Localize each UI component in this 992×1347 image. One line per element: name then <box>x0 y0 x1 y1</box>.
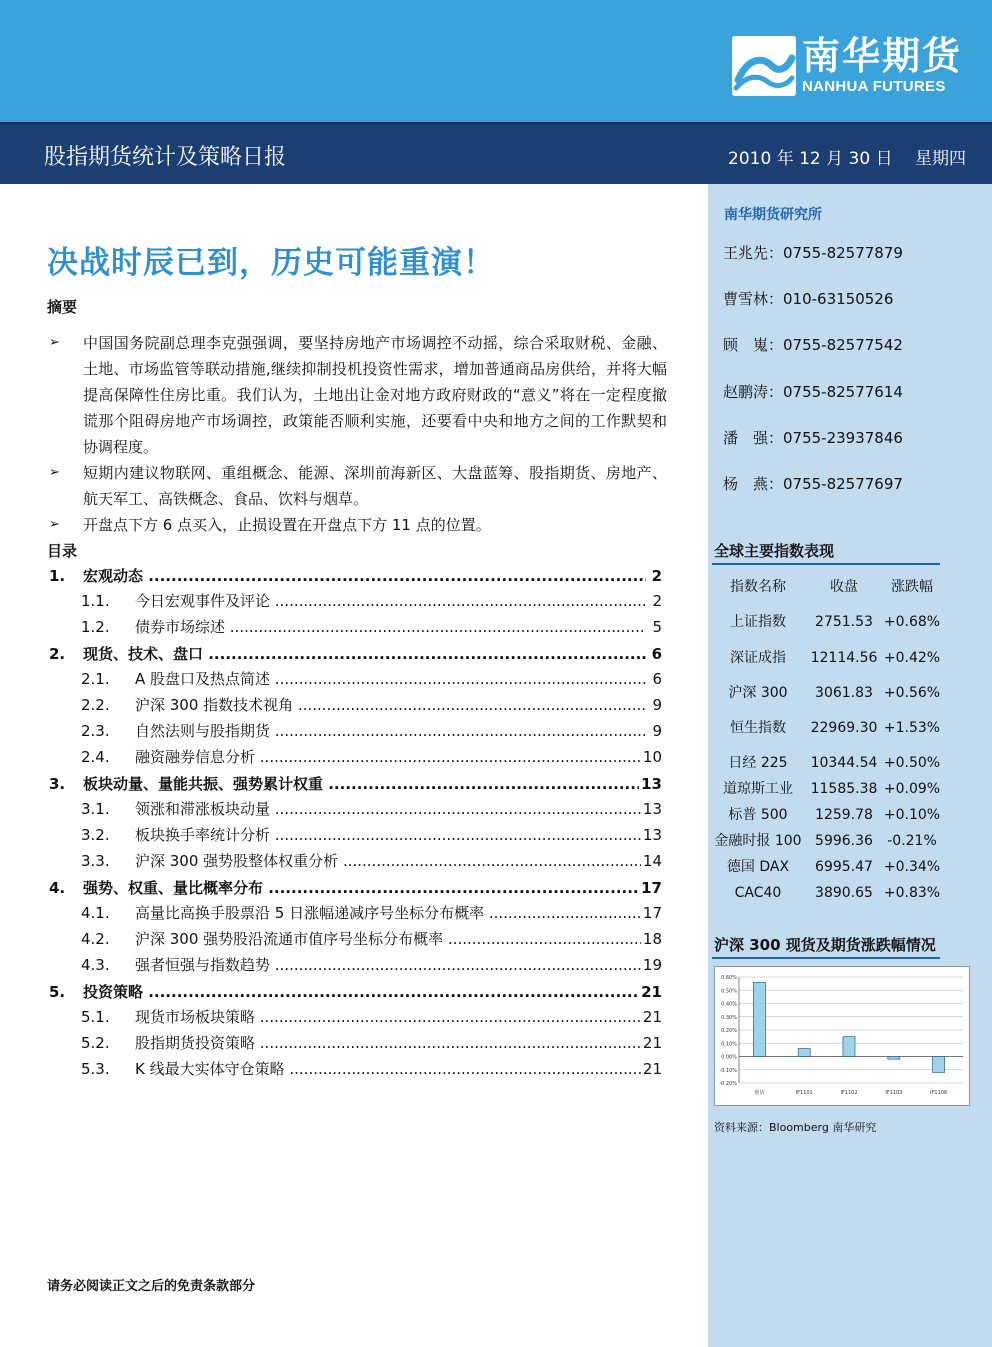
toc-page: 21 <box>642 1034 662 1052</box>
toc-number: 2. <box>49 645 66 663</box>
y-tick-label: -0.20% <box>719 1081 737 1087</box>
toc-entry[interactable] <box>47 877 662 899</box>
index-name: 上证指数 <box>730 614 786 630</box>
toc-title: 领涨和滞涨板块动量 ..... <box>135 798 646 820</box>
data-source: 资料来源：Bloomberg 南华研究 <box>714 1121 877 1134</box>
toc-page: 6 <box>651 645 662 663</box>
toc-number: 4.3. <box>81 956 110 974</box>
x-tick-label: IF1101 <box>795 1090 813 1096</box>
report-title: 股指期货统计及策略日报 <box>44 145 287 170</box>
index-row <box>708 856 958 878</box>
toc-number: 5.1. <box>81 1008 110 1026</box>
sidebar <box>708 184 992 1347</box>
index-close: 10344.54 <box>810 755 878 771</box>
index-close: 6995.47 <box>815 859 873 875</box>
chart-heading-rule <box>712 957 940 959</box>
toc-title: 板块动量、量能共振、强势累计权重 ..... <box>83 773 646 795</box>
toc-title: K 线最大实体守仓策略 ..... <box>135 1058 646 1080</box>
abstract-bullet <box>47 460 667 512</box>
toc-number: 1.1. <box>81 592 110 610</box>
toc-title: 投资策略 ..... <box>83 981 646 1003</box>
x-tick-label: IF1102 <box>840 1090 858 1096</box>
toc-page: 17 <box>641 879 662 897</box>
analyst-contacts <box>723 242 983 519</box>
toc-title: 沪深 300 强势股沿流通市值序号坐标分布概率 ..... <box>135 928 646 950</box>
index-row <box>708 752 958 774</box>
y-tick-label: 0.30% <box>721 1014 737 1021</box>
toc-entry[interactable] <box>47 668 662 690</box>
toc-number: 3.3. <box>81 852 110 870</box>
column-header-close: 收盘 <box>830 579 858 595</box>
toc-entry[interactable] <box>47 798 662 820</box>
column-header-change: 涨跌幅 <box>891 579 933 595</box>
toc-entry[interactable] <box>47 720 662 742</box>
analyst-contact: 顾 嵬：0755-82577542 <box>723 336 903 355</box>
toc-number: 4. <box>49 879 66 897</box>
abstract-bullet <box>47 512 667 538</box>
index-change: +0.42% <box>883 650 941 666</box>
chart-heading: 沪深 300 现货及期货涨跌幅情况 <box>714 936 936 954</box>
index-name: 德国 DAX <box>726 859 790 875</box>
y-tick-label: 0.60% <box>721 975 737 981</box>
index-change: +0.10% <box>883 807 941 823</box>
analyst-contact: 潘 强：0755-23937846 <box>723 428 903 447</box>
toc-number: 3. <box>49 775 66 793</box>
toc-entry[interactable] <box>47 1058 662 1080</box>
toc-page: 5 <box>652 618 662 636</box>
index-row <box>708 647 958 669</box>
toc-title: 自然法则与股指期货 ..... <box>135 720 646 742</box>
y-tick-label: 0.10% <box>721 1041 737 1048</box>
logo-chinese-name: 南华期货 <box>802 34 963 78</box>
toc-entry[interactable] <box>47 643 662 665</box>
toc-number: 1. <box>49 567 66 585</box>
arrow-bullet-icon: ➢ <box>49 517 60 532</box>
toc-page: 2 <box>651 567 662 585</box>
toc-number: 5.3. <box>81 1060 110 1078</box>
toc-page: 19 <box>642 956 662 974</box>
research-institute-title: 南华期货研究所 <box>724 207 822 223</box>
toc-entry[interactable] <box>47 590 662 612</box>
index-change: +0.83% <box>883 885 941 901</box>
logo-emblem-icon <box>732 36 796 96</box>
toc-entry[interactable] <box>47 773 662 795</box>
y-tick-label: 0.00% <box>721 1054 737 1061</box>
index-name: 深证成指 <box>730 650 786 666</box>
toc-number: 2.1. <box>81 670 110 688</box>
report-date: 2010 年 12 月 30 日 星期四 <box>728 149 966 169</box>
x-tick-label: IF1106 <box>930 1090 948 1096</box>
toc-number: 4.2. <box>81 930 110 948</box>
abstract-bullet <box>47 330 667 460</box>
index-name: 标普 500 <box>728 807 788 823</box>
toc-title: 融资融券信息分析 ..... <box>135 746 646 768</box>
toc-title: 现货市场板块策略 ..... <box>135 1006 646 1028</box>
toc-title: 股指期货投资策略 ..... <box>135 1032 646 1054</box>
logo-english-name: NANHUA FUTURES <box>802 78 946 95</box>
index-name: 沪深 300 <box>728 685 788 701</box>
toc-number: 2.3. <box>81 722 110 740</box>
analyst-contact: 杨 燕：0755-82577697 <box>723 474 903 493</box>
index-name: CAC40 <box>734 885 782 901</box>
column-header-name: 指数名称 <box>730 579 786 595</box>
toc-title: 今日宏观事件及评论 ..... <box>135 590 646 612</box>
toc-title: 沪深 300 指数技术视角 ..... <box>135 694 646 716</box>
index-close: 22969.30 <box>810 720 878 736</box>
index-change: +0.09% <box>883 781 941 797</box>
index-row <box>708 830 958 852</box>
bullet-text: 开盘点下方 6 点买入，止损设置在开盘点下方 11 点的位置。 <box>83 516 491 534</box>
toc-page: 2 <box>652 592 662 610</box>
toc-number: 2.2. <box>81 696 110 714</box>
toc-title: 高量比高换手股票沿 5 日涨幅递减序号坐标分布概率 ..... <box>135 902 646 924</box>
index-name: 道琼斯工业 <box>723 781 793 797</box>
index-close: 11585.38 <box>810 781 878 797</box>
toc-title: A 股盘口及热点简述 ..... <box>135 668 646 690</box>
futures-bar-chart <box>715 967 969 1105</box>
arrow-bullet-icon: ➢ <box>49 465 60 480</box>
toc-title: 强势、权重、量比概率分布 ..... <box>83 877 646 899</box>
toc-number: 3.1. <box>81 800 110 818</box>
chart-bar <box>843 1037 855 1057</box>
toc-page: 10 <box>642 748 662 766</box>
toc-page: 13 <box>642 826 662 844</box>
toc-entry[interactable] <box>47 850 662 872</box>
toc-title: 债券市场综述 ..... <box>135 616 646 638</box>
index-row <box>708 717 958 739</box>
index-change: -0.21% <box>887 833 937 849</box>
index-change: +0.34% <box>883 859 941 875</box>
toc-number: 5.2. <box>81 1034 110 1052</box>
toc-page: 21 <box>641 983 662 1001</box>
index-close: 3890.65 <box>815 885 873 901</box>
index-close: 5996.36 <box>815 833 873 849</box>
bullet-text: 短期内建议物联网、重组概念、能源、深圳前海新区、大盘蓝筹、股指期货、房地产、航天军工、高铁概念、食品、饮料与烟草。 <box>83 464 667 508</box>
toc-title: 宏观动态 ..... <box>83 565 646 587</box>
disclaimer-note: 请务必阅读正文之后的免责条款部分 <box>47 1279 256 1294</box>
index-name: 恒生指数 <box>730 720 786 736</box>
arrow-bullet-icon: ➢ <box>49 335 60 350</box>
abstract-bullets <box>47 330 667 538</box>
index-change: +0.56% <box>883 685 941 701</box>
toc-entry[interactable] <box>47 694 662 716</box>
analyst-contact: 赵鹏涛：0755-82577614 <box>723 382 903 401</box>
toc-entry[interactable] <box>47 981 662 1003</box>
index-close: 3061.83 <box>815 685 873 701</box>
toc-entry[interactable] <box>47 565 662 587</box>
toc-page: 13 <box>642 800 662 818</box>
index-row <box>708 778 958 800</box>
toc-page: 6 <box>652 670 662 688</box>
toc-page: 18 <box>642 930 662 948</box>
analyst-contact: 王兆先：0755-82577879 <box>723 244 903 262</box>
toc-page: 9 <box>652 722 662 740</box>
index-close: 2751.53 <box>815 614 873 630</box>
toc-entry[interactable] <box>47 954 662 976</box>
toc-number: 3.2. <box>81 826 110 844</box>
y-tick-label: 0.50% <box>721 988 737 995</box>
index-change: +1.53% <box>883 720 941 736</box>
report-title-band <box>0 122 992 184</box>
futures-chart <box>714 966 970 1106</box>
y-tick-label: 0.20% <box>721 1028 737 1034</box>
toc-page: 9 <box>652 696 662 714</box>
toc-title: 强者恒强与指数趋势 ..... <box>135 954 646 976</box>
toc-number: 2.4. <box>81 748 110 766</box>
toc-number: 1.2. <box>81 618 110 636</box>
header-band <box>0 0 992 122</box>
y-tick-label: -0.10% <box>719 1067 737 1074</box>
analyst-contact: 曹雪林：010-63150526 <box>723 290 894 309</box>
index-row <box>708 682 958 704</box>
toc-page: 17 <box>642 904 662 922</box>
chart-bar <box>933 1057 945 1073</box>
toc-entry[interactable] <box>47 824 662 846</box>
y-tick-label: 0.40% <box>721 1001 737 1008</box>
toc-title: 现货、技术、盘口 ..... <box>83 643 646 665</box>
indices-heading: 全球主要指数表现 <box>714 542 835 560</box>
toc-entry[interactable] <box>47 1032 662 1054</box>
toc-entry[interactable] <box>47 928 662 950</box>
indices-heading-rule <box>712 563 940 565</box>
index-row <box>708 804 958 826</box>
x-tick-label: 现货 <box>754 1090 765 1096</box>
index-change: +0.50% <box>883 755 941 771</box>
indices-table-header <box>708 576 958 598</box>
toc-entry[interactable] <box>47 616 662 638</box>
index-name: 金融时报 100 <box>714 833 802 849</box>
bullet-text: 中国国务院副总理李克强强调，要坚持房地产市场调控不动摇，综合采取财税、金融、土地、市场监管等联动措施,继续抑制投机投资性需求，增加普通商品房供给，并将大幅提高保障性住房比重。我们认为，土地出让金对地方政府财政的“意义”将在一定程度撤谎那个阻碍房地产市场调控，政策能否顺利实施，还要看中央和地方之间的工作默契和协调程度。 <box>83 334 667 456</box>
toc-page: 14 <box>642 852 662 870</box>
index-row <box>708 882 958 904</box>
index-close: 1259.78 <box>815 807 873 823</box>
x-tick-label: IF1103 <box>885 1090 903 1096</box>
toc-entry[interactable] <box>47 1006 662 1028</box>
company-logo <box>732 34 972 100</box>
toc-page: 21 <box>642 1060 662 1078</box>
toc-title: 板块换手率统计分析 ..... <box>135 824 646 846</box>
index-change: +0.68% <box>883 614 941 630</box>
toc-number: 5. <box>49 983 66 1001</box>
index-close: 12114.56 <box>810 650 878 666</box>
index-row <box>708 611 958 633</box>
toc-heading: 目录 <box>47 542 78 560</box>
toc-entry[interactable] <box>47 746 662 768</box>
chart-bar <box>798 1049 810 1057</box>
abstract-heading: 摘要 <box>47 298 78 316</box>
article-title: 决战时辰已到，历史可能重演！ <box>47 245 495 281</box>
toc-page: 21 <box>642 1008 662 1026</box>
chart-bar <box>753 982 765 1056</box>
index-name: 日经 225 <box>728 755 788 771</box>
toc-number: 4.1. <box>81 904 110 922</box>
toc-entry[interactable] <box>47 902 662 924</box>
toc-page: 13 <box>641 775 662 793</box>
chart-bar <box>888 1057 900 1060</box>
toc-title: 沪深 300 强势股整体权重分析 ..... <box>135 850 646 872</box>
